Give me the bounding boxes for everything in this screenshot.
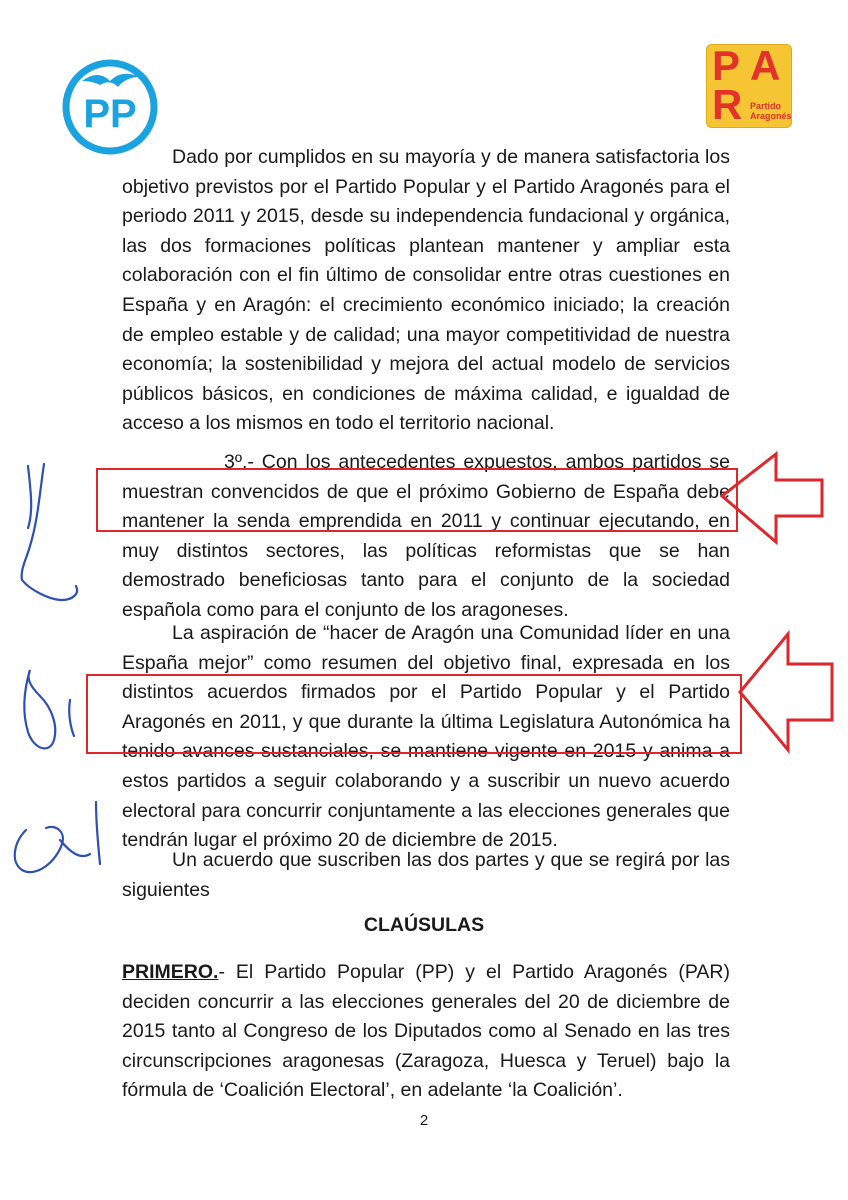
primero-label: PRIMERO. xyxy=(122,961,219,983)
paragraph-primero xyxy=(122,958,730,1106)
paragraph-acuerdo: Un acuerdo que suscriben las dos partes y que se regirá por las siguientes xyxy=(122,849,730,901)
par-logo xyxy=(706,44,792,128)
par-letter-a: A xyxy=(750,42,781,89)
paragraph-antecedentes: 3º.- Con los antecedentes expuestos, ambos partidos se muestran convencidos de que el próximo Gobierno de España debe mantener la senda emprendida en 2011 y continuar ejecutando, en muy distintos sectores, las políticas reformistas que se han demostrado beneficiosas tanto para el conjunto de la sociedad española como para el conjunto de los aragoneses. xyxy=(122,451,730,621)
highlight-box-2 xyxy=(86,674,742,754)
par-letter-r: R xyxy=(712,81,743,128)
pp-logo xyxy=(60,55,160,155)
par-subtitle: Partido Aragonés xyxy=(750,101,792,121)
handwritten-initials xyxy=(0,450,120,930)
page-number: 2 xyxy=(419,1112,429,1129)
paragraph-intro: Dado por cumplidos en su mayoría y de manera satisfactoria los objetivo previstos por el Partido Popular y el Partido Aragonés para el periodo 2011 y 2015, desde su independencia fundacional y orgánica, las dos formaciones políticas plantean mantener y ampliar esta colaboración con el fin último de consolidar entre otras cuestiones en España y en Aragón: el crecimiento económico iniciado; la creación de empleo estable y de calidad; una mayor competitividad de nuestra economía; la sostenibilidad y mejora del actual modelo de servicios públicos básicos, en condiciones de máxima calidad, e igualdad de acceso a los mismos en todo el territorio nacional. xyxy=(122,146,730,435)
pp-logo-text: PP xyxy=(83,92,137,136)
clausulas-heading: CLAÚSULAS xyxy=(363,914,485,936)
arrow-left-icon xyxy=(736,630,836,756)
par-letter-p: P xyxy=(712,42,741,89)
arrow-left-icon xyxy=(716,450,828,562)
paragraph-aspiracion: La aspiración de “hacer de Aragón una Comunidad líder en una España mejor” como resumen del objetivo final, expresada en los distintos acuerdos firmados por el Partido Popular y el Partido Aragonés en 2011, y que durante la última Legislatura Autonómica ha tenido avances sustanciales, se mantiene vigente en 2015 y anima a estos partidos a seguir colaborando y a suscribir un nuevo acuerdo electoral para concurrir conjuntamente a las elecciones generales que tendrán lugar el próximo 20 de diciembre de 2015. xyxy=(122,622,730,852)
primero-text: - El Partido Popular (PP) y el Partido Aragonés (PAR) deciden concurrir a las elecciones generales del 20 de diciembre de 2015 tanto al Congreso de los Diputados como al Senado en las tres circunscripciones aragonesas (Zaragoza, Huesca y Teruel) bajo la fórmula de ‘Coalición Electoral’, en adelante ‘la Coalición’. xyxy=(122,961,730,1102)
highlight-box-1 xyxy=(96,468,738,532)
